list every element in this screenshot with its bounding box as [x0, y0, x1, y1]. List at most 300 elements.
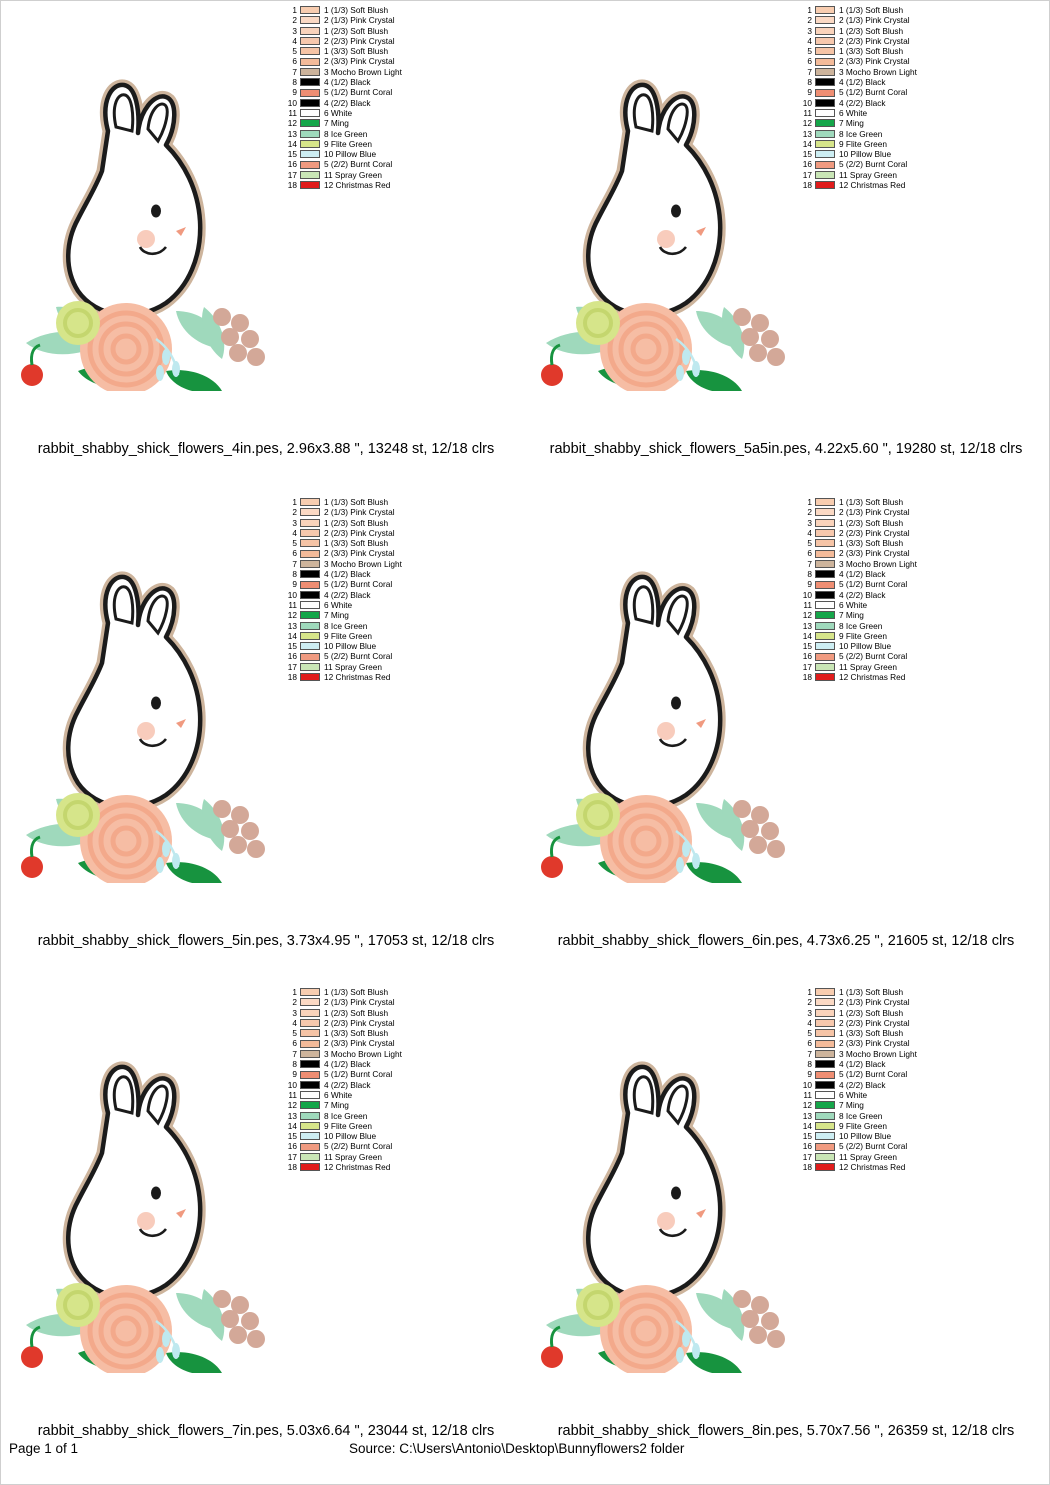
thread-legend [281, 987, 461, 1172]
legend-color-swatch [815, 570, 835, 578]
legend-row [796, 1028, 976, 1038]
legend-color-swatch [815, 1132, 835, 1140]
embroidery-preview [16, 563, 296, 883]
legend-color-swatch [300, 539, 320, 547]
legend-row [281, 1069, 461, 1079]
legend-thread-label: 11 Spray Green [324, 661, 382, 672]
legend-color-swatch [300, 611, 320, 619]
legend-index: 17 [802, 1151, 812, 1162]
legend-row [796, 180, 976, 190]
legend-color-swatch [815, 642, 835, 650]
legend-thread-label: 5 (1/2) Burnt Coral [324, 1069, 393, 1080]
legend-color-swatch [815, 1081, 835, 1089]
legend-color-swatch [300, 1122, 320, 1130]
legend-color-swatch [300, 1019, 320, 1027]
legend-thread-label: 6 White [324, 599, 353, 610]
legend-index: 13 [802, 128, 812, 139]
legend-color-swatch [815, 601, 835, 609]
embroidery-preview [536, 71, 816, 391]
legend-color-swatch [300, 99, 320, 107]
legend-color-swatch [300, 1132, 320, 1140]
legend-thread-label: 11 Spray Green [839, 169, 897, 180]
legend-thread-label: 1 (2/3) Soft Blush [839, 1007, 904, 1018]
legend-index: 18 [287, 1162, 297, 1173]
legend-color-swatch [300, 78, 320, 86]
legend-thread-label: 9 Flite Green [839, 1120, 887, 1131]
legend-thread-label: 3 Mocho Brown Light [839, 558, 917, 569]
legend-thread-label: 2 (2/3) Pink Crystal [839, 35, 910, 46]
legend-row [281, 1100, 461, 1110]
legend-color-swatch [300, 171, 320, 179]
legend-thread-label: 10 Pillow Blue [324, 1131, 377, 1142]
legend-thread-label: 10 Pillow Blue [324, 149, 377, 160]
legend-row [281, 118, 461, 128]
thread-legend [796, 987, 976, 1172]
legend-thread-label: 9 Flite Green [324, 1120, 372, 1131]
legend-color-swatch [815, 109, 835, 117]
design-cell [6, 493, 526, 973]
legend-index: 6 [292, 56, 297, 67]
legend-row [796, 129, 976, 139]
legend-row [796, 1008, 976, 1018]
legend-index: 11 [803, 107, 812, 118]
legend-index: 2 [807, 507, 812, 518]
legend-thread-label: 1 (2/3) Soft Blush [324, 25, 389, 36]
legend-thread-label: 12 Christmas Red [324, 1162, 391, 1173]
legend-index: 17 [287, 169, 297, 180]
legend-color-swatch [815, 508, 835, 516]
legend-thread-label: 6 White [839, 599, 868, 610]
legend-thread-label: 2 (3/3) Pink Crystal [324, 56, 395, 67]
legend-index: 2 [807, 15, 812, 26]
legend-color-swatch [815, 161, 835, 169]
legend-row [796, 1049, 976, 1059]
design-caption: rabbit_shabby_shick_flowers_8in.pes, 5.70x7.56 ", 26359 st, 12/18 clrs [557, 1423, 1015, 1439]
legend-thread-label: 10 Pillow Blue [324, 641, 377, 652]
legend-thread-label: 7 Ming [324, 118, 349, 129]
legend-color-swatch [815, 1071, 835, 1079]
legend-index: 3 [292, 517, 297, 528]
legend-row [796, 15, 976, 25]
legend-color-swatch [815, 611, 835, 619]
legend-thread-label: 5 (2/2) Burnt Coral [839, 651, 908, 662]
legend-index: 11 [803, 1089, 812, 1100]
legend-thread-label: 5 (2/2) Burnt Coral [324, 1141, 393, 1152]
legend-color-swatch [300, 653, 320, 661]
legend-index: 7 [292, 558, 297, 569]
legend-index: 6 [292, 1038, 297, 1049]
legend-thread-label: 9 Flite Green [839, 138, 887, 149]
legend-thread-label: 1 (2/3) Soft Blush [839, 517, 904, 528]
legend-thread-label: 12 Christmas Red [324, 180, 391, 191]
embroidery-preview [16, 71, 296, 391]
legend-row [796, 518, 976, 528]
legend-row [281, 87, 461, 97]
legend-index: 8 [292, 569, 297, 580]
legend-thread-label: 1 (3/3) Soft Blush [324, 538, 389, 549]
legend-index: 6 [807, 56, 812, 67]
legend-row [281, 528, 461, 538]
legend-row [281, 651, 461, 661]
legend-index: 12 [802, 118, 812, 129]
legend-thread-label: 5 (1/2) Burnt Coral [839, 579, 908, 590]
legend-row [796, 87, 976, 97]
legend-index: 1 [292, 497, 297, 507]
legend-row [281, 548, 461, 558]
legend-color-swatch [815, 539, 835, 547]
design-cell [526, 493, 1046, 973]
legend-index: 6 [807, 548, 812, 559]
design-caption: rabbit_shabby_shick_flowers_6in.pes, 4.73x6.25 ", 21605 st, 12/18 clrs [557, 933, 1015, 949]
legend-thread-label: 8 Ice Green [839, 1110, 883, 1121]
legend-index: 8 [292, 1059, 297, 1070]
legend-thread-label: 2 (3/3) Pink Crystal [839, 56, 910, 67]
legend-index: 17 [287, 661, 297, 672]
legend-index: 14 [287, 138, 297, 149]
legend-color-swatch [300, 560, 320, 568]
legend-row [281, 600, 461, 610]
legend-thread-label: 4 (1/2) Black [839, 1059, 886, 1070]
legend-row [281, 518, 461, 528]
design-cell [6, 1, 526, 481]
legend-row [281, 15, 461, 25]
legend-row [281, 108, 461, 118]
legend-thread-label: 2 (2/3) Pink Crystal [324, 527, 395, 538]
legend-color-swatch [815, 1153, 835, 1161]
thread-legend [796, 497, 976, 682]
legend-row [281, 129, 461, 139]
legend-row [796, 610, 976, 620]
legend-color-swatch [300, 109, 320, 117]
legend-index: 5 [807, 46, 812, 57]
legend-row [281, 559, 461, 569]
legend-row [281, 1028, 461, 1038]
legend-thread-label: 3 Mocho Brown Light [324, 558, 402, 569]
legend-row [796, 1069, 976, 1079]
legend-color-swatch [300, 622, 320, 630]
legend-color-swatch [300, 37, 320, 45]
legend-row [796, 497, 976, 507]
legend-index: 9 [292, 1069, 297, 1080]
legend-row [281, 1049, 461, 1059]
legend-color-swatch [815, 653, 835, 661]
legend-color-swatch [815, 632, 835, 640]
legend-color-swatch [815, 78, 835, 86]
legend-row [796, 1162, 976, 1172]
legend-thread-label: 11 Spray Green [839, 1151, 897, 1162]
legend-index: 17 [802, 169, 812, 180]
legend-thread-label: 2 (2/3) Pink Crystal [324, 35, 395, 46]
legend-index: 17 [802, 661, 812, 672]
legend-color-swatch [300, 89, 320, 97]
legend-color-swatch [815, 89, 835, 97]
legend-color-swatch [300, 16, 320, 24]
legend-row [281, 1018, 461, 1028]
legend-row [796, 1090, 976, 1100]
thread-legend [796, 5, 976, 190]
legend-thread-label: 4 (2/2) Black [839, 97, 886, 108]
legend-row [281, 641, 461, 651]
legend-index: 12 [287, 1100, 297, 1111]
legend-thread-label: 2 (1/3) Pink Crystal [839, 507, 910, 518]
legend-thread-label: 1 (1/3) Soft Blush [839, 497, 904, 507]
legend-index: 3 [807, 1007, 812, 1018]
legend-thread-label: 2 (2/3) Pink Crystal [839, 527, 910, 538]
legend-color-swatch [300, 150, 320, 158]
legend-index: 11 [288, 107, 297, 118]
legend-index: 4 [807, 1017, 812, 1028]
legend-row [796, 651, 976, 661]
legend-color-swatch [300, 988, 320, 996]
legend-index: 8 [807, 77, 812, 88]
legend-row [796, 1018, 976, 1028]
embroidery-preview [536, 1053, 816, 1373]
legend-row [281, 579, 461, 589]
legend-index: 15 [802, 149, 812, 160]
legend-thread-label: 2 (3/3) Pink Crystal [324, 1038, 395, 1049]
legend-row [281, 98, 461, 108]
legend-row [281, 997, 461, 1007]
legend-index: 7 [292, 1048, 297, 1059]
legend-color-swatch [815, 150, 835, 158]
legend-index: 6 [292, 548, 297, 559]
legend-color-swatch [300, 1112, 320, 1120]
legend-color-swatch [300, 140, 320, 148]
legend-index: 7 [807, 1048, 812, 1059]
legend-row [796, 569, 976, 579]
legend-row [796, 672, 976, 682]
legend-index: 1 [292, 987, 297, 997]
legend-row [281, 662, 461, 672]
legend-thread-label: 11 Spray Green [324, 1151, 382, 1162]
legend-color-swatch [815, 1091, 835, 1099]
legend-thread-label: 12 Christmas Red [839, 180, 906, 191]
legend-thread-label: 5 (1/2) Burnt Coral [839, 87, 908, 98]
legend-thread-label: 1 (3/3) Soft Blush [324, 1028, 389, 1039]
legend-color-swatch [300, 632, 320, 640]
legend-index: 10 [802, 97, 812, 108]
legend-thread-label: 2 (1/3) Pink Crystal [839, 997, 910, 1008]
legend-index: 4 [292, 35, 297, 46]
legend-thread-label: 2 (1/3) Pink Crystal [324, 997, 395, 1008]
legend-index: 7 [292, 66, 297, 77]
legend-index: 13 [287, 620, 297, 631]
legend-row [796, 528, 976, 538]
legend-thread-label: 7 Ming [324, 610, 349, 621]
legend-row [796, 662, 976, 672]
legend-row [796, 1131, 976, 1141]
legend-index: 8 [292, 77, 297, 88]
legend-row [796, 5, 976, 15]
legend-thread-label: 7 Ming [839, 1100, 864, 1111]
legend-color-swatch [300, 1009, 320, 1017]
legend-thread-label: 10 Pillow Blue [839, 641, 892, 652]
legend-index: 16 [287, 1141, 297, 1152]
legend-row [281, 56, 461, 66]
legend-row [281, 987, 461, 997]
legend-row [796, 1111, 976, 1121]
legend-color-swatch [300, 1029, 320, 1037]
design-caption: rabbit_shabby_shick_flowers_4in.pes, 2.96x3.88 ", 13248 st, 12/18 clrs [37, 441, 495, 457]
legend-row [281, 1121, 461, 1131]
legend-thread-label: 1 (1/3) Soft Blush [324, 987, 389, 997]
design-cell [526, 1, 1046, 481]
legend-color-swatch [300, 591, 320, 599]
legend-index: 9 [807, 87, 812, 98]
legend-color-swatch [300, 529, 320, 537]
legend-row [281, 1008, 461, 1018]
legend-thread-label: 6 White [839, 107, 868, 118]
legend-index: 3 [807, 25, 812, 36]
legend-index: 18 [802, 180, 812, 191]
legend-index: 4 [807, 35, 812, 46]
legend-thread-label: 2 (3/3) Pink Crystal [839, 1038, 910, 1049]
legend-index: 6 [807, 1038, 812, 1049]
legend-thread-label: 5 (2/2) Burnt Coral [839, 159, 908, 170]
legend-index: 15 [802, 1131, 812, 1142]
legend-color-swatch [815, 519, 835, 527]
legend-row [796, 1059, 976, 1069]
legend-index: 8 [807, 569, 812, 580]
legend-index: 15 [287, 1131, 297, 1142]
legend-row [281, 180, 461, 190]
legend-color-swatch [300, 601, 320, 609]
legend-index: 14 [802, 1120, 812, 1131]
legend-color-swatch [300, 1050, 320, 1058]
legend-color-swatch [300, 998, 320, 1006]
legend-row [796, 26, 976, 36]
legend-thread-label: 7 Ming [839, 610, 864, 621]
legend-color-swatch [300, 642, 320, 650]
legend-color-swatch [300, 1081, 320, 1089]
legend-index: 18 [802, 672, 812, 683]
legend-row [796, 641, 976, 651]
legend-thread-label: 8 Ice Green [324, 620, 368, 631]
legend-thread-label: 1 (1/3) Soft Blush [839, 987, 904, 997]
design-caption: rabbit_shabby_shick_flowers_5in.pes, 3.73x4.95 ", 17053 st, 12/18 clrs [37, 933, 495, 949]
legend-color-swatch [815, 673, 835, 681]
legend-color-swatch [815, 130, 835, 138]
legend-color-swatch [815, 47, 835, 55]
legend-thread-label: 4 (2/2) Black [324, 1079, 371, 1090]
legend-color-swatch [815, 1050, 835, 1058]
legend-thread-label: 4 (1/2) Black [839, 77, 886, 88]
legend-thread-label: 2 (1/3) Pink Crystal [839, 15, 910, 26]
legend-index: 11 [803, 599, 812, 610]
legend-color-swatch [300, 663, 320, 671]
legend-thread-label: 4 (2/2) Black [324, 589, 371, 600]
legend-index: 4 [292, 527, 297, 538]
page-footer [1, 1441, 1050, 1471]
legend-index: 17 [287, 1151, 297, 1162]
legend-color-swatch [300, 1101, 320, 1109]
legend-row [281, 77, 461, 87]
legend-color-swatch [300, 68, 320, 76]
design-caption: rabbit_shabby_shick_flowers_7in.pes, 5.03x6.64 ", 23044 st, 12/18 clrs [37, 1423, 495, 1439]
legend-color-swatch [815, 998, 835, 1006]
legend-index: 16 [802, 651, 812, 662]
legend-index: 12 [802, 1100, 812, 1111]
legend-thread-label: 10 Pillow Blue [839, 149, 892, 160]
legend-thread-label: 8 Ice Green [324, 1110, 368, 1121]
legend-thread-label: 1 (3/3) Soft Blush [324, 46, 389, 57]
legend-thread-label: 5 (2/2) Burnt Coral [324, 651, 393, 662]
legend-row [281, 621, 461, 631]
legend-row [281, 1162, 461, 1172]
legend-color-swatch [815, 171, 835, 179]
legend-thread-label: 5 (1/2) Burnt Coral [324, 579, 393, 590]
legend-row [796, 987, 976, 997]
legend-row [796, 170, 976, 180]
legend-row [281, 631, 461, 641]
legend-row [281, 590, 461, 600]
legend-color-swatch [815, 622, 835, 630]
legend-index: 5 [292, 46, 297, 57]
legend-thread-label: 11 Spray Green [324, 169, 382, 180]
legend-row [281, 170, 461, 180]
legend-row [281, 1152, 461, 1162]
legend-thread-label: 4 (2/2) Black [839, 1079, 886, 1090]
legend-color-swatch [300, 550, 320, 558]
legend-thread-label: 4 (1/2) Black [839, 569, 886, 580]
legend-index: 9 [807, 1069, 812, 1080]
legend-index: 14 [802, 138, 812, 149]
legend-thread-label: 4 (1/2) Black [324, 569, 371, 580]
legend-index: 8 [807, 1059, 812, 1070]
legend-row [796, 1152, 976, 1162]
legend-index: 12 [287, 610, 297, 621]
design-grid [1, 1, 1050, 1439]
legend-color-swatch [300, 47, 320, 55]
legend-row [281, 36, 461, 46]
source-path-label: Source: C:\Users\Antonio\Desktop\Bunnyflowers2 folder [349, 1441, 685, 1456]
legend-index: 4 [292, 1017, 297, 1028]
legend-thread-label: 5 (2/2) Burnt Coral [839, 1141, 908, 1152]
legend-row [281, 1131, 461, 1141]
legend-thread-label: 4 (2/2) Black [324, 97, 371, 108]
legend-row [281, 1141, 461, 1151]
legend-row [281, 5, 461, 15]
legend-row [796, 538, 976, 548]
legend-color-swatch [815, 68, 835, 76]
legend-thread-label: 8 Ice Green [839, 620, 883, 631]
legend-thread-label: 5 (1/2) Burnt Coral [839, 1069, 908, 1080]
legend-color-swatch [300, 119, 320, 127]
legend-thread-label: 12 Christmas Red [839, 672, 906, 683]
legend-color-swatch [815, 119, 835, 127]
legend-index: 9 [807, 579, 812, 590]
legend-index: 2 [292, 15, 297, 26]
legend-color-swatch [815, 1143, 835, 1151]
legend-thread-label: 2 (1/3) Pink Crystal [324, 507, 395, 518]
thread-legend [281, 5, 461, 190]
legend-index: 11 [288, 599, 297, 610]
legend-index: 10 [802, 1079, 812, 1090]
legend-index: 16 [287, 159, 297, 170]
legend-thread-label: 8 Ice Green [324, 128, 368, 139]
legend-row [796, 36, 976, 46]
legend-index: 16 [802, 159, 812, 170]
legend-index: 13 [287, 128, 297, 139]
legend-color-swatch [815, 1112, 835, 1120]
legend-row [281, 538, 461, 548]
legend-color-swatch [815, 498, 835, 506]
legend-row [281, 497, 461, 507]
legend-row [796, 621, 976, 631]
legend-thread-label: 1 (1/3) Soft Blush [324, 5, 389, 15]
legend-color-swatch [815, 1040, 835, 1048]
legend-color-swatch [815, 529, 835, 537]
